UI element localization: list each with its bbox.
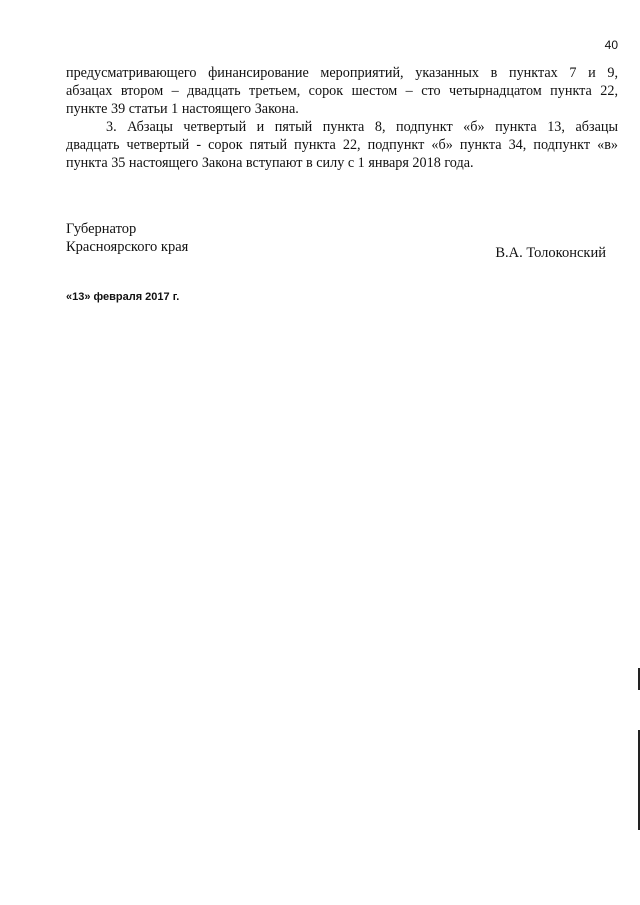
text-line: предусматривающего финансирование мероприятий, указанных в пунктах 7 и 9, [66,65,618,81]
page-number: 40 [604,38,618,52]
signatory-title: Губернатор [66,221,137,237]
text-line: двадцать четвертый - сорок пятый пункта 22, подпункт «б» пункта 34, подпункт «в» [66,137,618,153]
text-line: пункте 39 статьи 1 настоящего Закона. [66,101,299,117]
signatory-region: Красноярского края [66,239,189,255]
paragraph-1 [66,64,618,118]
signature-block [66,220,606,261]
signatory-name: В.А. Толоконский [495,245,606,261]
text-line: абзацах втором – двадцать третьем, сорок шестом – сто четырнадцатом пункта 22, [66,83,618,99]
paragraph-2 [66,118,618,172]
text-line: 3. Абзацы четвертый и пятый пункта 8, подпункт «б» пункта 13, абзацы [106,119,618,135]
signing-date: «13» февраля 2017 г. [66,291,180,303]
law-text [66,64,618,172]
text-line: пункта 35 настоящего Закона вступают в силу с 1 января 2018 года. [66,155,474,171]
